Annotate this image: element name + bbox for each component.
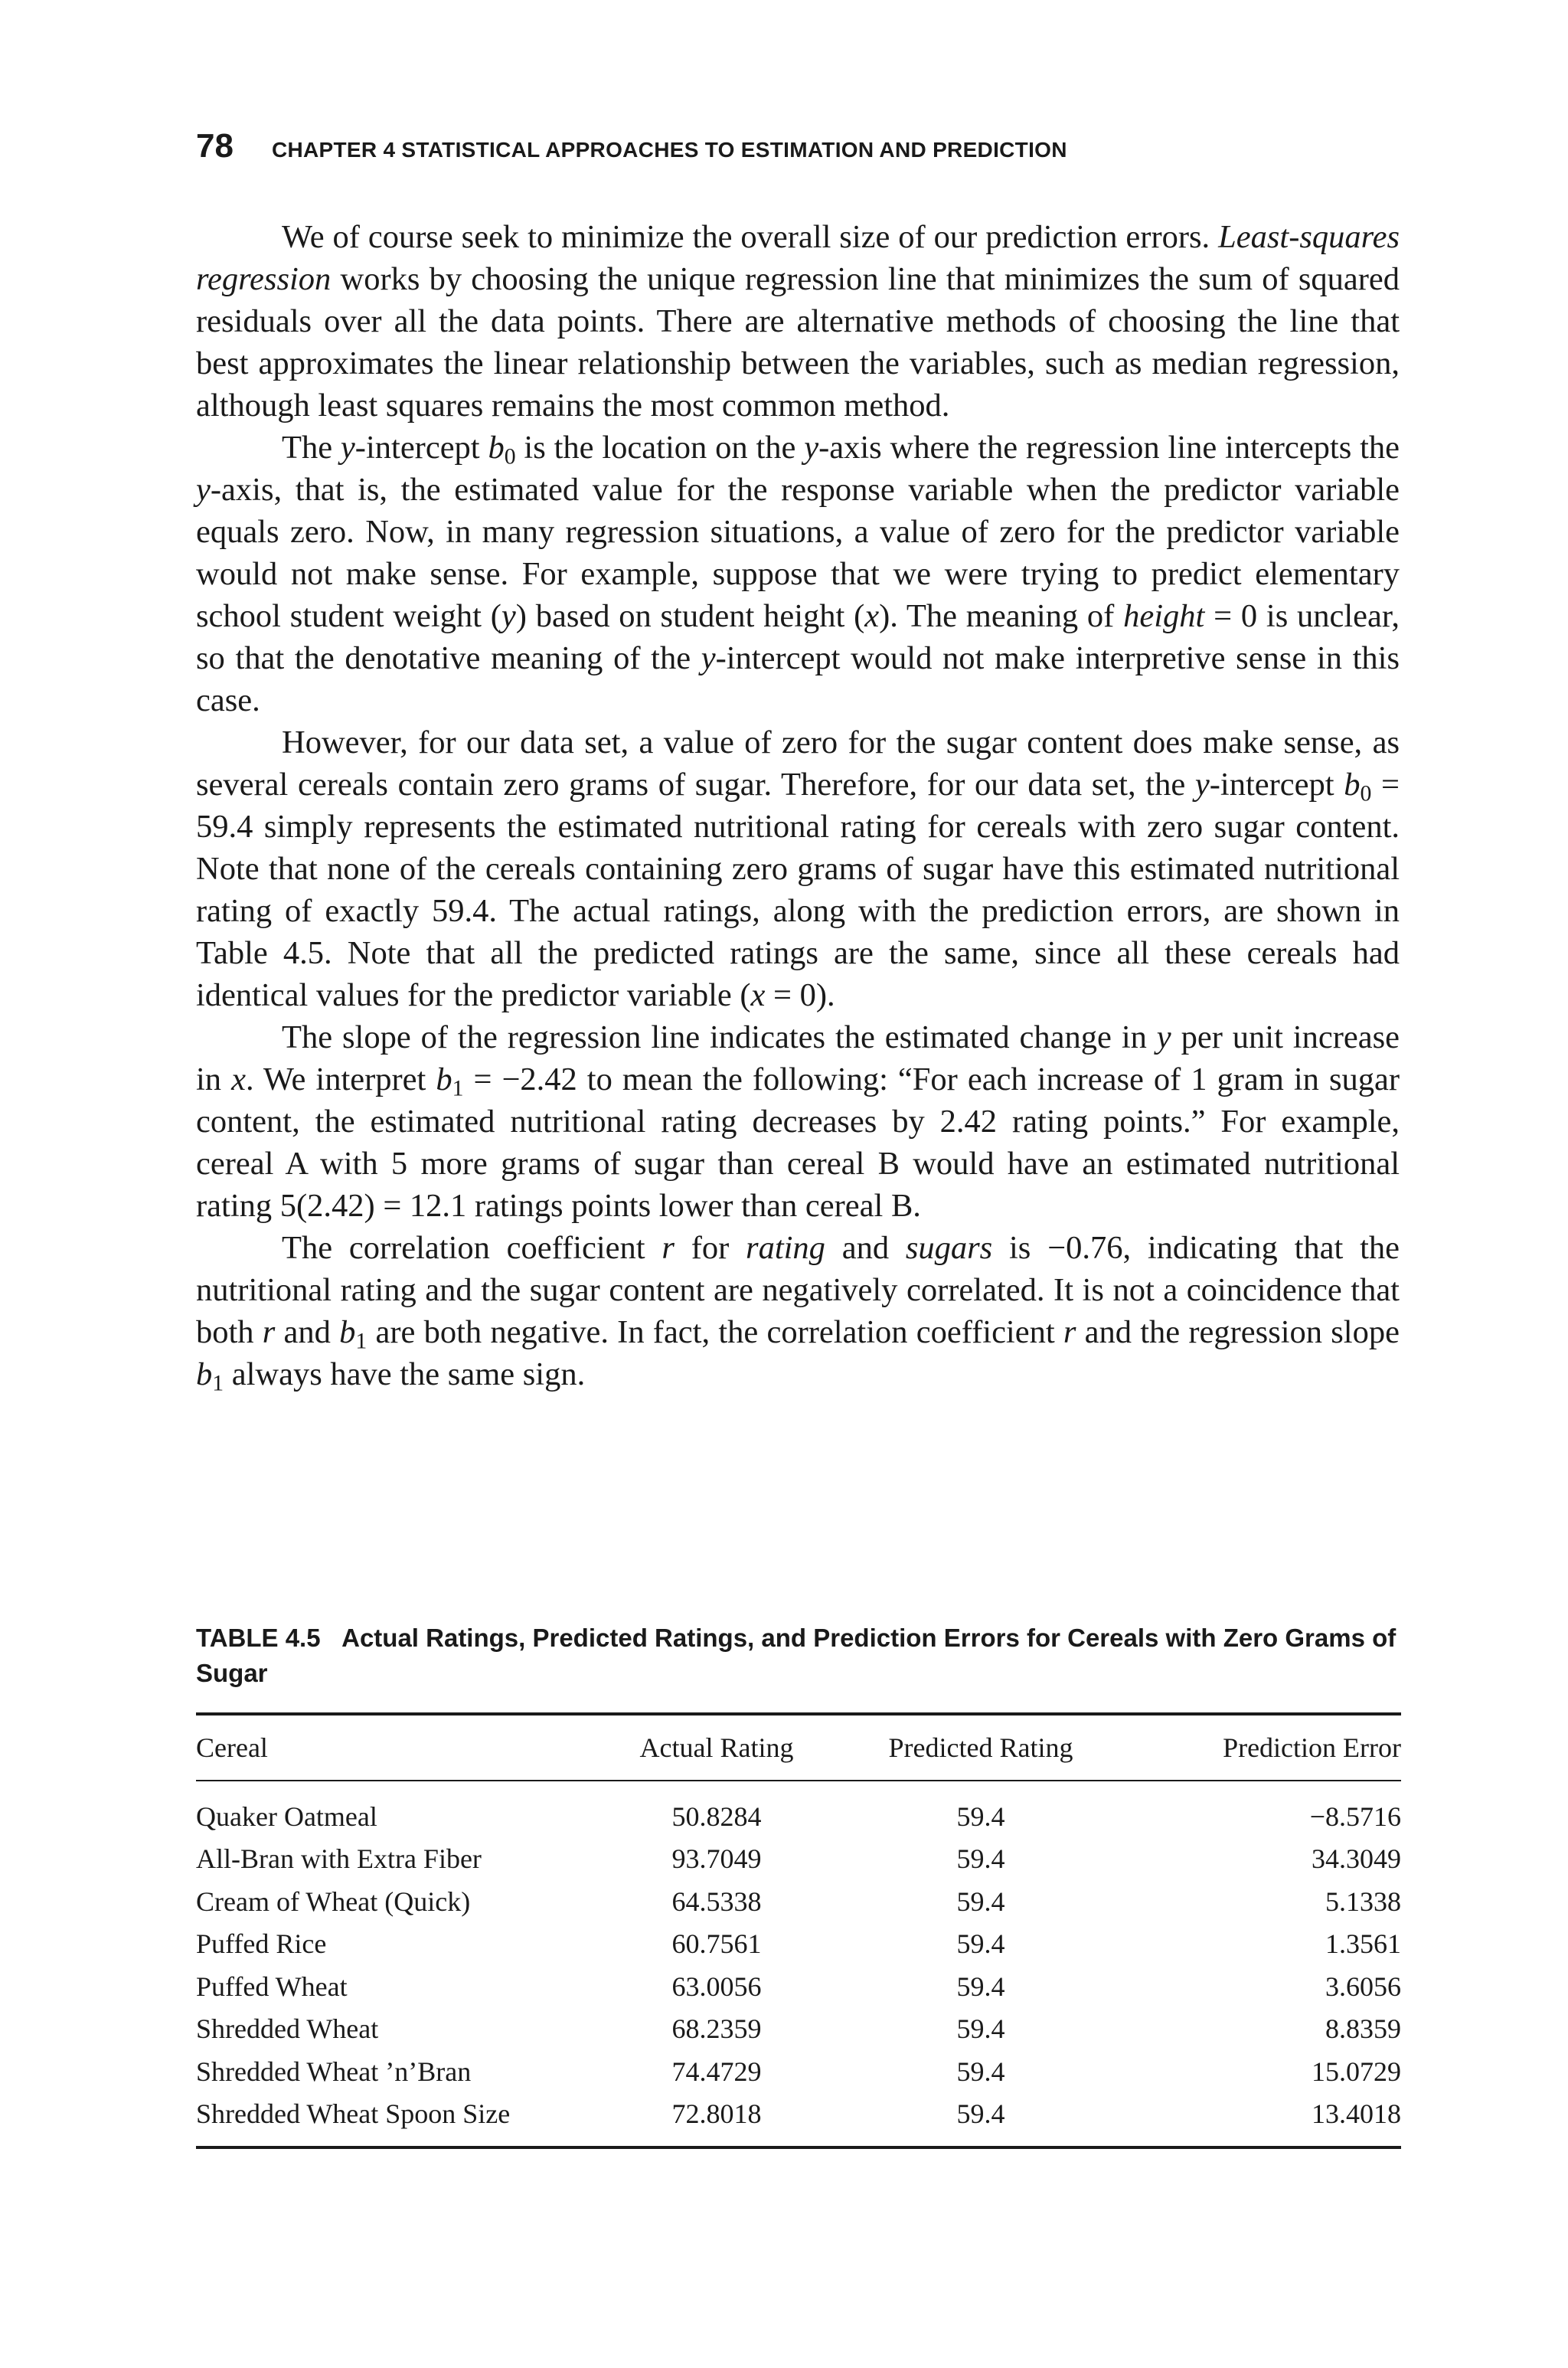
- chapter-title: CHAPTER 4 STATISTICAL APPROACHES TO ESTIMATION AND PREDICTION: [271, 138, 1067, 162]
- cell-cereal: Puffed Wheat: [196, 1971, 348, 2002]
- table-row: [196, 1838, 1401, 1881]
- cell-prediction-error: 1.3561: [1325, 1928, 1401, 1960]
- header-actual-rating: Actual Rating: [639, 1732, 794, 1763]
- table-row: [196, 2093, 1401, 2147]
- table-row: [196, 1781, 1401, 1838]
- cell-predicted-rating: 59.4: [956, 2056, 1005, 2087]
- cell-predicted-rating: 59.4: [956, 1801, 1005, 1832]
- cell-cereal: Puffed Rice: [196, 1928, 327, 1960]
- cell-cereal: Shredded Wheat ’n’Bran: [196, 2056, 472, 2087]
- table-row: [196, 1923, 1401, 1966]
- table-row: [196, 2050, 1401, 2093]
- cell-actual-rating: 93.7049: [671, 1843, 762, 1875]
- cell-prediction-error: 34.3049: [1312, 1843, 1401, 1875]
- cell-actual-rating: 50.8284: [671, 1801, 762, 1832]
- cell-prediction-error: 5.1338: [1325, 1886, 1401, 1917]
- cell-prediction-error: 15.0729: [1312, 2056, 1401, 2087]
- cell-cereal: All-Bran with Extra Fiber: [196, 1843, 482, 1875]
- cell-cereal: Quaker Oatmeal: [196, 1801, 377, 1832]
- table-header-row: [196, 1715, 1401, 1780]
- paragraph-4: The slope of the regression line indicates the estimated change in y per unit increase in x. We interpret $b_1 = -2.42$ to mean the following: “For each increase of 1 gram in sugar content, the estimated nutritional rating decreases by 2.42 rating points.” For example, cereal A with 5 more grams of sugar than cereal B would have an estimated nutritional rating 5(2.42) = 12.1 ratings points lower than cereal B.: [196, 1019, 1400, 1224]
- cell-predicted-rating: 59.4: [956, 2013, 1005, 2045]
- table-bottom-rule: [196, 2146, 1401, 2149]
- table-row: [196, 1965, 1401, 2008]
- cell-predicted-rating: 59.4: [956, 1843, 1005, 1875]
- cell-cereal: Cream of Wheat (Quick): [196, 1886, 471, 1917]
- paragraph-5: The correlation coefficient r for rating and sugars is −0.76, indicating that the nutritional rating and the sugar content are negatively correlated. It is not a coincidence that both r and $b_1$ are both negative. In fact, the correlation coefficient r and the regression slope $b_1$ always have the same sign.: [196, 1230, 1400, 1396]
- cell-prediction-error: −8.5716: [1309, 1801, 1401, 1832]
- cell-prediction-error: 13.4018: [1312, 2098, 1401, 2130]
- cell-actual-rating: 74.4729: [671, 2056, 762, 2087]
- cell-predicted-rating: 59.4: [956, 1971, 1005, 2002]
- cell-actual-rating: 63.0056: [671, 1971, 762, 2002]
- page-number: 78: [196, 127, 234, 165]
- cell-prediction-error: 3.6056: [1325, 1971, 1401, 2002]
- table-caption-label: TABLE 4.5: [196, 1624, 321, 1652]
- table-caption-title: Actual Ratings, Predicted Ratings, and Prediction Errors for Cereals with Zero Grams of Sugar: [196, 1624, 1396, 1687]
- cell-prediction-error: 8.8359: [1325, 2013, 1401, 2045]
- paragraph-3: However, for our data set, a value of zero for the sugar content does make sense, as several cereals contain zero grams of sugar. Therefore, for our data set, the y-intercept $b_0 = 59.4$ simply represents the estimated nutritional rating for cereals with zero sugar content. Note that none of the cereals containing zero grams of sugar have this estimated nutritional rating of exactly 59.4. The actual ratings, along with the prediction errors, are shown in Table 4.5. Note that all the predicted ratings are the same, since all these cereals had identical values for the predictor variable (x = 0).: [196, 724, 1400, 1013]
- table-caption: [196, 1621, 1400, 1691]
- header-cereal: Cereal: [196, 1732, 268, 1763]
- header-predicted-rating: Predicted Rating: [888, 1732, 1073, 1763]
- cell-actual-rating: 64.5338: [671, 1886, 762, 1917]
- table-row: [196, 2008, 1401, 2051]
- cell-predicted-rating: 59.4: [956, 1928, 1005, 1960]
- paragraph-1: We of course seek to minimize the overall size of our prediction errors. Least-squares regression works by choosing the unique regression line that minimizes the sum of squared residuals over all the data points. There are alternative methods of choosing the line that best approximates the linear relationship between the variables, such as median regression, although least squares remains the most common method.: [196, 219, 1400, 424]
- cell-predicted-rating: 59.4: [956, 2098, 1005, 2130]
- cell-actual-rating: 60.7561: [671, 1928, 762, 1960]
- header-prediction-error: Prediction Error: [1223, 1732, 1401, 1763]
- table-row: [196, 1880, 1401, 1923]
- cell-actual-rating: 68.2359: [671, 2013, 762, 2045]
- paragraph-2: The y-intercept $b_0$ is the location on the y-axis where the regression line intercepts the y-axis, that is, the estimated value for the response variable when the predictor variable equals zero. Now, in many regression situations, a value of zero for the predictor variable would not make sense. For example, suppose that we were trying to predict elementary school student weight (y) based on student height (x). The meaning of height = 0 is unclear, so that the denotative meaning of the y-intercept would not make interpretive sense in this case.: [196, 430, 1400, 718]
- data-table: [196, 1712, 1401, 2149]
- cell-predicted-rating: 59.4: [956, 1886, 1005, 1917]
- cell-cereal: Shredded Wheat Spoon Size: [196, 2098, 511, 2130]
- body-text: [196, 216, 1400, 1395]
- cell-cereal: Shredded Wheat: [196, 2013, 379, 2045]
- cell-actual-rating: 72.8018: [671, 2098, 762, 2130]
- running-head: [196, 127, 1067, 170]
